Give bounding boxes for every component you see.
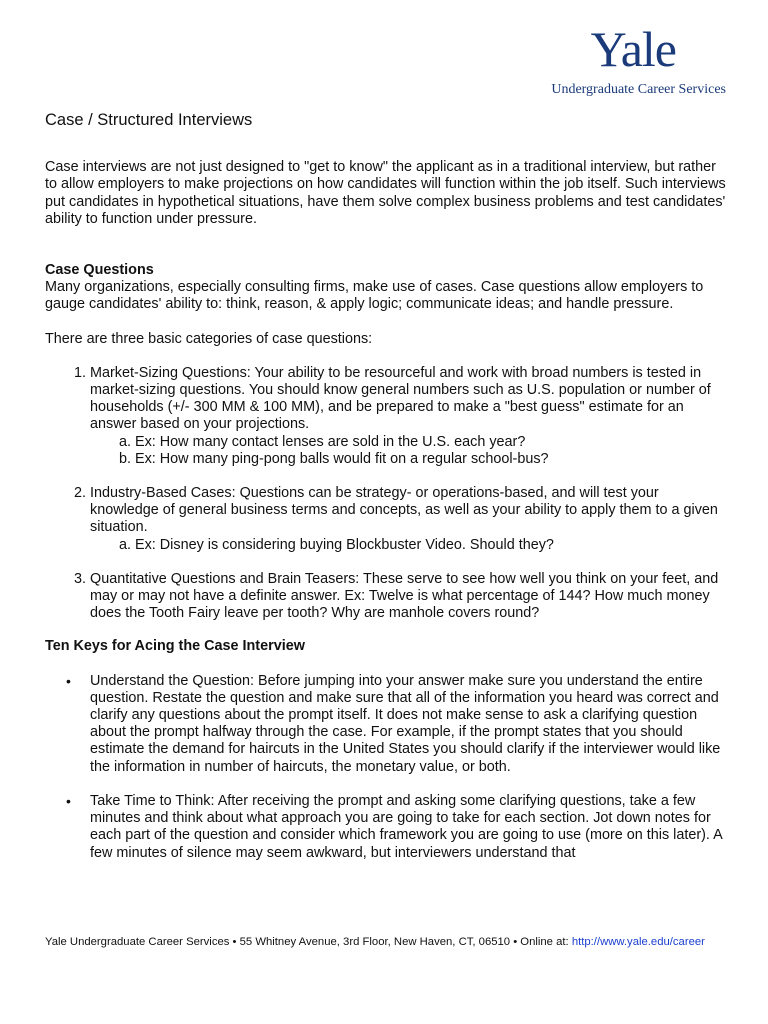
yale-logo — [551, 21, 726, 98]
sub-list — [90, 434, 730, 468]
logo-subtitle: Undergraduate Career Services — [551, 82, 726, 97]
case-questions-paragraph: Many organizations, especially consulting firms, make use of cases. Case questions allow employers to gauge candidates' ability to: think, reason, & apply logic; communicate ideas; and handle pressure. — [45, 279, 704, 313]
career-website-link[interactable]: http://www.yale.edu/career — [571, 936, 705, 948]
bullet-icon: • — [66, 792, 71, 809]
document-body — [45, 112, 730, 862]
list-item: a. Ex: How many contact lenses are sold in the U.S. each year? — [135, 434, 730, 451]
page-title: Case / Structured Interviews — [45, 111, 253, 129]
case-categories-list — [45, 365, 730, 623]
list-item — [66, 672, 730, 776]
logo-wordmark: Yale — [590, 21, 676, 77]
list-item: b. Ex: How many ping-pong balls would fit on a regular school-bus? — [135, 451, 730, 468]
footer-text: Yale Undergraduate Career Services • 55 Whitney Avenue, 3rd Floor, New Haven, CT, 06510 • Online at: — [45, 936, 572, 948]
page-footer — [45, 936, 705, 948]
list-item-text: Understand the Question: Before jumping into your answer make sure you understand the entire question. Restate the question and make sure that all of the information you heard was correct and clarify any questions about the prompt itself. It does not make sense to ask a clarifying question about the prompt halfway through the case. For example, if the prompt states that you should estimate the demand for haircuts in the United States you should clarify if the interviewer would like the information in number of haircuts, the monetary value, or both. — [90, 672, 721, 775]
sub-list — [90, 537, 730, 554]
list-item — [66, 792, 730, 862]
ten-keys-list — [45, 673, 730, 862]
case-questions-heading: Case Questions — [45, 262, 154, 279]
list-item: a. Ex: Disney is considering buying Blockbuster Video. Should they? — [135, 537, 730, 554]
bullet-icon: • — [66, 672, 71, 689]
list-item-text: Industry-Based Cases: Questions can be strategy- or operations-based, and will test your knowledge of general business terms and concepts, as well as your ability to apply them to a given situation. — [90, 485, 718, 536]
categories-intro: There are three basic categories of case questions: — [45, 330, 373, 347]
intro-paragraph: Case interviews are not just designed to "get to know" the applicant as in a traditional interview, but rather to allow employers to make projections on how candidates will function within the job itself. Such interviews put candidates in hypothetical situations, have them solve complex business problems and test candidates' ability to function under pressure. — [45, 159, 726, 227]
list-item — [90, 365, 730, 468]
list-item-text: Take Time to Think: After receiving the prompt and asking some clarifying questions, take a few minutes and think about what approach you are going to take for each section. Jot down notes for each part of the question and consider which framework you are going to use (more on this later). A few minutes of silence may seem awkward, but interviewers understand that — [90, 792, 722, 861]
ten-keys-heading: Ten Keys for Acing the Case Interview — [45, 638, 305, 655]
list-item — [90, 571, 730, 623]
list-item-text: Market-Sizing Questions: Your ability to be resourceful and work with broad numbers is tested in market-sizing questions. You should know general numbers such as U.S. population or number of households (+/- 300 MM & 100 MM), and be prepared to make a "best guess" estimate for an answer based on your projections. — [90, 364, 711, 433]
list-item-text: Quantitative Questions and Brain Teasers: These serve to see how well you think on your feet, and may or may not have a definite answer. Ex: Twelve is what percentage of 144? How much money does the Tooth Fairy leave per tooth? Why are manhole covers round? — [90, 570, 719, 622]
list-item — [90, 485, 730, 554]
